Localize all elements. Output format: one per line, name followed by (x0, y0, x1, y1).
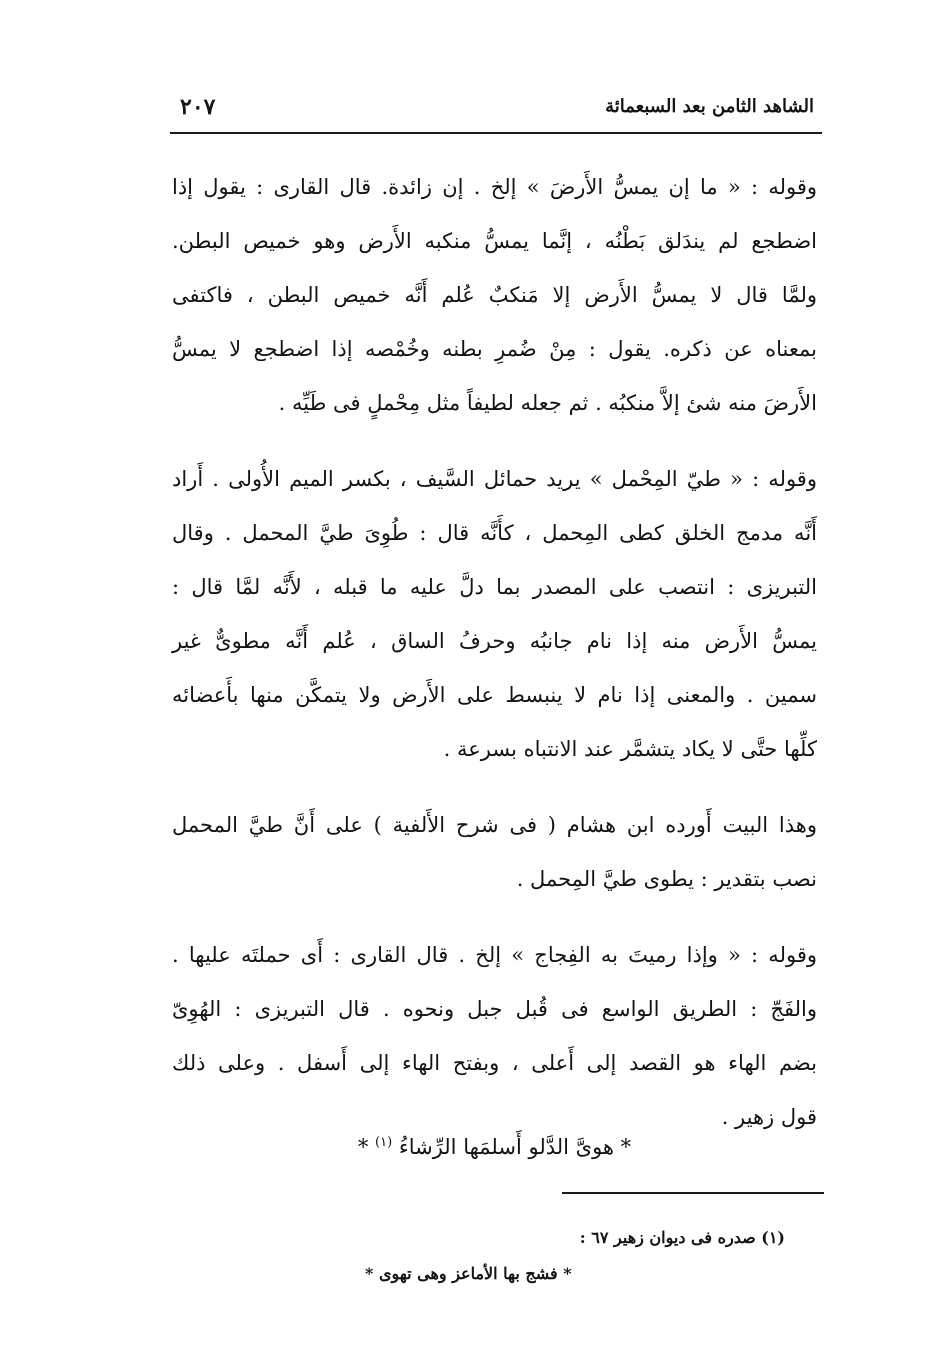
footnote-reference[interactable]: (١) (375, 1135, 393, 1150)
text-line: وهذا البيت أَورده ابن هشام ( فى شرح الأَلفية ) على أَنَّ طيَّ المحمل (172, 813, 817, 837)
text-line: كلِّها حتَّى لا يكاد يتشمَّر عند الانتباه بسرعة . (443, 737, 817, 761)
text-line: والفَجّ : الطريق الواسع فى قُبل جبل ونحوه . قال التبريزى : الهُوِىّ (172, 997, 817, 1021)
paragraph-1 (172, 160, 817, 430)
page-number: ٢٠٧ (180, 94, 216, 120)
paragraph-4 (172, 928, 817, 1144)
text-line: التبريزى : انتصب على المصدر بما دلَّ عليه ما قبله ، لأَنَّه لمَّا قال : (172, 575, 817, 599)
poetry-verse (172, 1116, 817, 1174)
paragraph-3 (172, 798, 817, 906)
text-line: الأَرضَ منه شئ إلاَّ منكبُه . ثم جعله لطيفاً مثل مِحْملٍ فى طَيِّه . (278, 391, 817, 415)
text-line: أَنَّه مدمج الخلق كطى المِحمل ، كأَنَّه قال : طُوِىَ طيَّ المحمل . وقال (172, 521, 817, 545)
text-line: وقوله : « وإذا رميتَ به الفِجاج » إلخ . قال القارى : أَى حملتَه عليها . (172, 943, 817, 967)
text-line: سمين . والمعنى إذا نام لا ينبسط على الأَرض ولا يتمكَّن منها بأَعضائه (172, 683, 817, 707)
footnote-1-verse: * فشج بها الأماعز وهى تهوى * (365, 1264, 572, 1283)
text-line: نصب بتقدير : يطوى طيَّ المِحمل . (516, 867, 817, 891)
text-line: قول زهير . (721, 1105, 817, 1129)
text-line: وقوله : « طيّ المِحْمل » يريد حمائل السَّيف ، بكسر الميم الأُولى . أَراد (172, 467, 817, 491)
footnotes (360, 1220, 785, 1292)
text-line: بمعناه عن ذكره. يقول : مِنْ ضُمرِ بطنه وخُمْصه إذا اضطجع لا يمسُّ (172, 337, 817, 361)
footnote-divider (562, 1192, 824, 1194)
text-line: اضطجع لم يندَلق بَطْنُه ، إنَّما يمسُّ منكبه الأَرض وهو خميص البطن. (172, 229, 817, 253)
running-head (170, 88, 822, 134)
text-line: يمسُّ الأَرض منه إذا نام جانبُه وحرفُ الساق ، عُلم أَنَّه مطوىٌّ غير (172, 629, 817, 653)
running-head-title: الشاهد الثامن بعد السبعمائة (605, 96, 814, 117)
footnote-1: (١) صدره فى ديوان زهير ٦٧ : (579, 1228, 785, 1247)
verse-end-mark: * (357, 1135, 369, 1159)
text-line: بضم الهاء هو القصد إلى أَعلى ، وبفتح الهاء إلى أَسفل . وعلى ذلك (172, 1051, 817, 1075)
text-line: ولمَّا قال لا يمسُّ الأَرض إلا مَنكبٌ عُلم أَنَّه خميص البطن ، فاكتفى (172, 283, 817, 307)
paragraph-2 (172, 452, 817, 776)
verse-text: * هوىَّ الدَّلو أَسلمَها الرِّشاءُ (398, 1135, 632, 1159)
text-line: وقوله : « ما إن يمسُّ الأَرضَ » إلخ . إن زائدة. قال القارى : يقول إذا (172, 175, 817, 199)
body-text (172, 160, 817, 1144)
